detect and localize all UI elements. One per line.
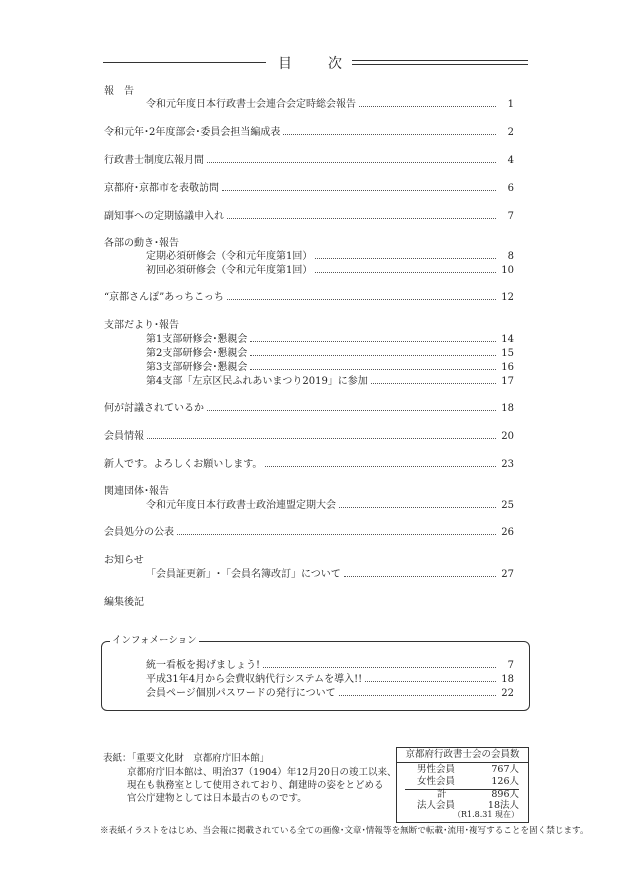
member-count-title: 京都府行政書士会の会員数: [397, 748, 528, 763]
leader-dots: [344, 576, 496, 577]
toc-entry[interactable]: [146, 334, 514, 346]
member-label: 女性会員: [417, 776, 456, 787]
toc-entry[interactable]: [146, 99, 514, 111]
toc-entry-text: 令和元年度日本行政書士会連合会定時総会報告: [146, 99, 356, 110]
toc-entry-page: 10: [501, 265, 514, 276]
copyright-note: ※表紙イラストをはじめ、当会報に掲載されている全ての画像･文章･情報等を無断で転載･流用･複写することを固く禁じます。: [100, 826, 589, 836]
toc-entry[interactable]: [104, 431, 514, 443]
toc-entry-page: 27: [501, 569, 514, 580]
toc-entry-page: 20: [501, 431, 514, 442]
leader-dots: [250, 369, 496, 370]
info-item-text: 平成31年4月から会費収納代行システムを導入!!: [146, 674, 363, 685]
title-rule-right: [352, 60, 528, 65]
info-item-text: 会員ページ個別パスワードの発行について: [146, 688, 336, 699]
toc-entry-page: 17: [501, 376, 514, 387]
leader-dots: [263, 667, 496, 668]
info-item-page: 7: [507, 660, 514, 671]
info-item-page: 18: [501, 674, 514, 685]
info-item[interactable]: [146, 660, 514, 672]
toc-entry-text: 副知事への定期協議申入れ: [104, 211, 224, 222]
title-rule-left: [103, 62, 266, 63]
member-label: 男性会員: [417, 764, 456, 775]
information-label: インフォメーション: [112, 635, 197, 646]
member-value: 896人: [491, 789, 519, 800]
toc-entry-page: 7: [507, 211, 514, 222]
toc-entry-text: 初回必須研修会（令和元年度第1回）: [146, 265, 313, 276]
toc-entry-text: “京都さんぽ”あっちこっち: [104, 292, 224, 303]
toc-entry[interactable]: [104, 127, 514, 139]
leader-dots: [365, 681, 496, 682]
leader-dots: [207, 162, 496, 163]
leader-dots: [359, 106, 496, 107]
info-item[interactable]: [146, 688, 514, 700]
toc-entry-page: 25: [501, 500, 514, 511]
section-heading-kanren: 関連団体･報告: [104, 486, 169, 497]
toc-entry-text: 行政書士制度広報月間: [104, 155, 204, 166]
toc-entry-page: 2: [507, 127, 514, 138]
leader-dots: [147, 438, 496, 439]
toc-entry[interactable]: [146, 251, 514, 263]
section-heading-shibu: 支部だより･報告: [104, 320, 179, 331]
toc-entry-page: 16: [501, 362, 514, 373]
toc-entry[interactable]: [104, 211, 514, 223]
member-count-box: [396, 747, 529, 823]
toc-entry-page: 1: [507, 99, 514, 110]
toc-entry-text: 第4支部「左京区民ふれあいまつり2019」に参加: [146, 376, 368, 387]
leader-dots: [222, 190, 496, 191]
cover-caption-line: 官公庁建物としては日本最古のものです。: [127, 793, 307, 804]
page-title-char-1: 目: [278, 56, 292, 72]
toc-entry-text: 新人です。よろしくお願いします。: [104, 459, 263, 470]
toc-entry[interactable]: [104, 183, 514, 195]
toc-entry-page: 26: [501, 527, 514, 538]
toc-entry-text: 令和元年度日本行政書士政治連盟定期大会: [146, 500, 336, 511]
toc-entry-page: 14: [501, 334, 514, 345]
toc-entry-page: 18: [501, 403, 514, 414]
toc-entry-text: 会員処分の公表: [104, 527, 174, 538]
toc-entry-page: 12: [501, 292, 514, 303]
toc-entry-page: 6: [507, 183, 514, 194]
toc-entry-page: 23: [501, 459, 514, 470]
toc-entry[interactable]: [104, 292, 514, 304]
cover-caption-line: 現在も執務室として使用されており、創建時の姿をとどめる: [127, 780, 384, 791]
toc-entry-text: 定期必須研修会（令和元年度第1回）: [146, 251, 313, 262]
toc-entry[interactable]: [146, 376, 514, 388]
toc-entry[interactable]: [146, 348, 514, 360]
leader-dots: [283, 134, 496, 135]
leader-dots: [265, 466, 496, 467]
toc-entry[interactable]: [104, 403, 514, 415]
section-heading-houkoku: 報 告: [104, 86, 134, 97]
toc-entry-henshu[interactable]: 編集後記: [104, 597, 144, 608]
toc-entry-text: 会員情報: [104, 431, 144, 442]
leader-dots: [315, 258, 496, 259]
toc-entry-text: 「会員証更新」･「会員名簿改訂」について: [146, 569, 341, 580]
leader-dots: [207, 410, 496, 411]
toc-entry[interactable]: [104, 527, 514, 539]
toc-entry-text: 令和元年･2年度部会･委員会担当編成表: [104, 127, 281, 138]
toc-entry-text: 第3支部研修会･懇親会: [146, 362, 248, 373]
toc-entry-text: 第1支部研修会･懇親会: [146, 334, 248, 345]
leader-dots: [227, 218, 496, 219]
leader-dots: [250, 355, 496, 356]
leader-dots: [250, 341, 496, 342]
info-item-page: 22: [501, 688, 514, 699]
leader-dots: [315, 272, 496, 273]
member-value: 126人: [491, 776, 519, 787]
info-item-text: 統一看板を掲げましょう!: [146, 660, 261, 671]
member-asof-text: （R1.8.31 現在）: [452, 810, 519, 819]
leader-dots: [339, 695, 496, 696]
toc-entry[interactable]: [146, 362, 514, 374]
toc-entry-text: 何が討議されているか: [104, 403, 204, 414]
member-value: 767人: [491, 764, 519, 775]
cover-caption-title: 表紙：「重要文化財 京都府庁旧本館」: [103, 753, 270, 764]
member-label: 計: [437, 789, 447, 800]
toc-entry[interactable]: [146, 500, 514, 512]
info-item[interactable]: [146, 674, 514, 686]
toc-entry[interactable]: [146, 265, 514, 277]
toc-entry-page: 4: [507, 155, 514, 166]
leader-dots: [339, 507, 496, 508]
toc-entry-text: 第2支部研修会･懇親会: [146, 348, 248, 359]
leader-dots: [177, 534, 496, 535]
toc-entry-text: 京都府･京都市を表敬訪問: [104, 183, 219, 194]
member-label: 法人会員: [417, 800, 456, 811]
page-title-char-2: 次: [328, 56, 342, 72]
toc-entry[interactable]: [146, 569, 514, 581]
toc-entry-page: 15: [501, 348, 514, 359]
toc-entry-page: 8: [507, 251, 514, 262]
section-heading-kakubu: 各部の動き･報告: [104, 238, 179, 249]
section-heading-oshirase: お知らせ: [104, 555, 144, 566]
cover-caption-line: 京都府庁旧本館は、明治37（1904）年12月20日の竣工以来、: [127, 767, 397, 778]
toc-entry[interactable]: [104, 459, 514, 471]
leader-dots: [227, 299, 496, 300]
toc-entry[interactable]: [104, 155, 514, 167]
member-value: 18法人: [487, 800, 519, 811]
leader-dots: [371, 383, 496, 384]
